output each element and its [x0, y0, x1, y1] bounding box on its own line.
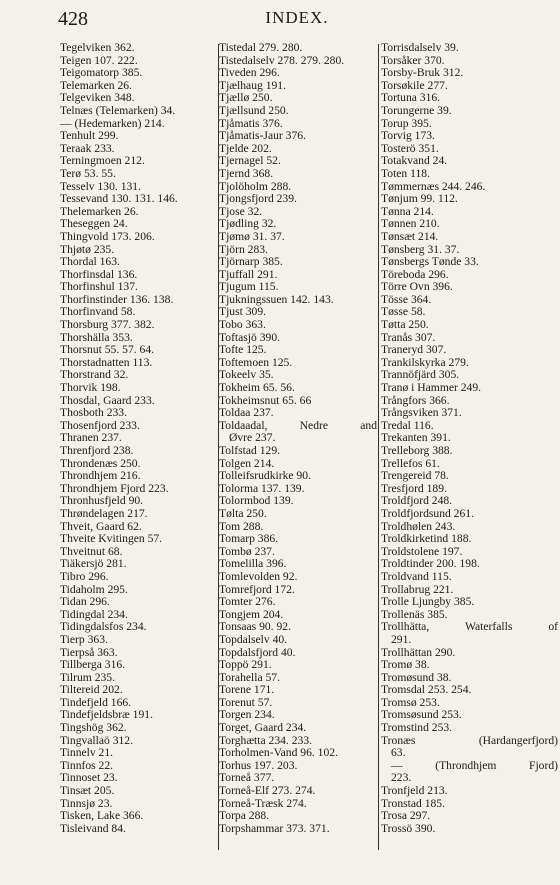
index-entry: Tønna 214. [381, 205, 434, 218]
index-entry: Tingshög 362. [60, 722, 127, 735]
index-entry: Tibro 296. [60, 570, 109, 583]
index-entry: Thelemarken 26. [60, 205, 139, 218]
index-entry: Tronfjeld 213. [381, 785, 448, 798]
index-entry: Toldaa 237. [219, 407, 274, 420]
index-entry: Trollabrug 221. [381, 583, 454, 596]
index-entry: Thveit, Gaard 62. [60, 520, 142, 533]
index-entry: Tofte 125. [219, 344, 267, 357]
index-entry: Tjællsund 250. [219, 104, 289, 117]
index-entry: Tombø 237. [219, 545, 275, 558]
index-entry: Tjuffall 291. [219, 268, 278, 281]
index-entry: Toftemoen 125. [219, 356, 293, 369]
index-entry: Torghætta 234. 233. [219, 734, 313, 747]
index-entry: Traneryd 307. [381, 344, 447, 357]
index-entry: Tom 288. [219, 520, 264, 533]
index-entry: Torvig 173. [381, 130, 435, 143]
index-entry: Tiltereid 202. [60, 684, 123, 697]
index-entry: Tingvallaö 312. [60, 734, 134, 747]
index-entry: Thorstrand 32. [60, 369, 129, 382]
index-entry: Tønsæt 214. [381, 230, 439, 243]
index-entry: Thrøndelagen 217. [60, 507, 148, 520]
index-entry: Tresfjord 189. [381, 482, 447, 495]
index-entry: Tinnelv 21. [60, 747, 114, 760]
index-entry: Torpshammar 373. 371. [219, 822, 330, 835]
index-entry: Tomarp 386. [219, 533, 279, 546]
index-entry: Torene 171. [219, 684, 275, 697]
index-entry: Tisken, Lake 366. [60, 810, 144, 823]
index-entry: Tjolöholm 288. [219, 180, 292, 193]
index-entry: Thorfinstinder 136. 138. [60, 293, 174, 306]
index-entry: Thordal 163. [60, 256, 120, 269]
index-entry: Tolleifsrudkirke 90. [219, 470, 311, 483]
index-entry: Throndhjem 216. [60, 470, 141, 483]
index-entry: Trollhättan 290. [381, 646, 456, 659]
index-entry: Tinsæt 205. [60, 785, 115, 798]
index-entry: Torsby-Bruk 312. [381, 67, 464, 80]
index-entry: Tindefjeld 166. [60, 696, 132, 709]
index-entry: Teraak 233. [60, 142, 115, 155]
index-entry: Tjællø 250. [219, 92, 273, 105]
page-header [58, 8, 536, 34]
index-entry: Toldaadal, Nedre and [219, 419, 377, 432]
index-entry: Thorfinsdal 136. [60, 268, 138, 281]
index-entry: Tinnoset 23. [60, 772, 118, 785]
index-entry: Tredal 116. [381, 419, 434, 432]
index-entry: Tolgen 214. [219, 457, 275, 470]
index-entry: Tønsberg 31. 37. [381, 243, 460, 256]
index-entry: Tobo 363. [219, 319, 266, 332]
column-divider [378, 44, 379, 850]
index-entry: Tortuna 316. [381, 92, 441, 105]
index-entry: Tidingdalsfos 234. [60, 621, 147, 634]
index-entry: Torenut 57. [219, 696, 273, 709]
index-entry: Trellefos 61. [381, 457, 440, 470]
index-entry: Terø 53. 55. [60, 167, 116, 180]
index-entry: Tønnen 210. [381, 218, 440, 231]
index-entry: Troldtinder 200. 198. [381, 558, 480, 571]
index-entry: Tjømø 31. 37. [219, 230, 285, 243]
index-entry: Torneå-Elf 273. 274. [219, 785, 316, 798]
index-entry: 63. [391, 747, 406, 760]
index-entry: Trengereid 78. [381, 470, 449, 483]
index-entry: Tolfstad 129. [219, 445, 281, 457]
index-entry: Thosdal, Gaard 233. [60, 394, 155, 407]
index-entry: Torahella 57. [219, 671, 280, 684]
index-entry: Trolle Ljungby 385. [381, 596, 475, 609]
index-entry: Tranås 307. [381, 331, 436, 344]
index-entry: — (Hedemarken) 214. [60, 117, 165, 130]
index-entry: Thorstadnatten 113. [60, 356, 153, 369]
index-entry: Tistedal 279. 280. [219, 42, 303, 54]
index-entry: Tjernd 368. [219, 167, 274, 180]
index-entry: Teigen 107. 222. [60, 54, 138, 67]
index-entry: Törre Ovn 396. [381, 281, 453, 294]
index-entry: Tøsse 58. [381, 306, 426, 319]
index-entry: Toten 118. [381, 167, 430, 180]
index-entry: Torget, Gaard 234. [219, 722, 307, 735]
index-entry: Tjælhaug 191. [219, 79, 286, 92]
index-entry: Tierpså 363. [60, 646, 118, 659]
index-entry: Troldfjordsund 261. [381, 507, 474, 520]
index-entry: Tokheimsnut 65. 66 [219, 394, 312, 407]
index-entry: Tiäkersjö 281. [60, 558, 127, 571]
index-entry: Trollhätta, Waterfalls of [381, 621, 558, 634]
index-entry: Tindefjeldsbræ 191. [60, 709, 153, 722]
index-entry: Tongjem 204. [219, 608, 284, 621]
index-entry: Tomelilla 396. [219, 558, 287, 571]
index-entry: Tønjum 99. 112. [381, 193, 458, 206]
index-entry: Tessevand 130. 131. 146. [60, 193, 178, 206]
index-entry: Throndhjem Fjord 223. [60, 482, 169, 495]
index-entry: Thorvik 198. [60, 382, 121, 395]
index-entry: Theseggen 24. [60, 218, 128, 231]
index-entry: Tronæs (Hardangerfjord) [381, 734, 558, 747]
index-entry: Tjåmatis-Jaur 376. [219, 130, 306, 143]
index-entry: Tosterö 351. [381, 142, 439, 155]
index-entry: Tinnsjø 23. [60, 797, 113, 810]
index-entry: Troldstolene 197. [381, 545, 463, 558]
index-entry: Tømmernæs 244. 246. [381, 180, 486, 193]
index-entry: Tonsaas 90. 92. [219, 621, 291, 634]
index-entry: Tjörnarp 385. [219, 256, 283, 269]
index-entry: Troldfjord 248. [381, 495, 453, 508]
index-entry: Telnæs (Telemarken) 34. [60, 104, 176, 117]
index-entry: Tønsbergs Tønde 33. [381, 256, 479, 269]
index-entry: Trollenäs 385. [381, 608, 448, 621]
index-entry: Thosboth 233. [60, 407, 127, 420]
index-entry: Trelleborg 388. [381, 445, 453, 457]
index-entry: Torholmen-Vand 96. 102. [219, 747, 338, 760]
index-entry: Troldhølen 243. [381, 520, 456, 533]
index-entry: Tidan 296. [60, 596, 110, 609]
index-entry: Thingvold 173. 206. [60, 230, 155, 243]
index-entry: Terningmoen 212. [60, 155, 145, 168]
index-entry: Tokeelv 35. [219, 369, 274, 382]
index-column-2 [219, 42, 377, 880]
index-entry: Tomter 276. [219, 596, 276, 609]
index-entry: Thronhusfjeld 90. [60, 495, 144, 508]
index-column-3 [381, 42, 558, 880]
index-entry: Threnfjord 238. [60, 445, 134, 457]
index-entry: Tolormbod 139. [219, 495, 294, 508]
index-entry: Tolorma 137. 139. [219, 482, 305, 495]
index-entry: Totakvand 24. [381, 155, 448, 168]
index-entry: Tilrum 235. [60, 671, 115, 684]
index-entry: Tomrefjord 172. [219, 583, 295, 596]
index-entry: Thorfinshul 137. [60, 281, 138, 294]
index-entry: Toppö 291. [219, 659, 272, 672]
index-entry: Thorsnut 55. 57. 64. [60, 344, 155, 357]
index-entry: Trångfors 366. [381, 394, 450, 407]
index-entry: Trosa 297. [381, 810, 431, 823]
index-entry: Troldkirketind 188. [381, 533, 472, 546]
index-entry: Tokheim 65. 56. [219, 382, 295, 395]
index-entry: Torneå-Træsk 274. [219, 797, 307, 810]
index-entry: Tjødling 32. [219, 218, 277, 231]
index-entry: Topdalsfjord 40. [219, 646, 296, 659]
index-entry: Tjåmatis 376. [219, 117, 283, 130]
index-entry: Tösse 364. [381, 293, 432, 306]
index-entry: Tromø 38. [381, 659, 430, 672]
index-entry: Thveite Kvitingen 57. [60, 533, 163, 546]
index-entry: Tjongsfjord 239. [219, 193, 297, 206]
index-entry: Töreboda 296. [381, 268, 449, 281]
index-entry: Tinnfos 22. [60, 759, 114, 772]
index-entry: Torneå 377. [219, 772, 275, 785]
index-entry: Tistedalselv 278. 279. 280. [219, 54, 345, 67]
index-entry: Telgeviken 348. [60, 92, 135, 105]
index-entry: Tjörn 283. [219, 243, 268, 256]
index-entry: Tisleivand 84. [60, 822, 126, 835]
index-entry: Tegelviken 362. [60, 42, 135, 54]
index-entry: Torungerne 39. [381, 104, 452, 117]
index-entry: Tidingdal 234. [60, 608, 128, 621]
index-entry: Tøtta 250. [381, 319, 429, 332]
index-entry: Tjust 309. [219, 306, 267, 319]
page-title: INDEX. [265, 8, 329, 27]
index-entry: Tenhult 299. [60, 130, 119, 143]
index-entry: Tromstind 253. [381, 722, 453, 735]
index-entry: Trannöfjärd 305. [381, 369, 460, 382]
index-entry: Thjøtø 235. [60, 243, 115, 256]
index-entry: Torhus 197. 203. [219, 759, 298, 772]
index-entry: Tromsdal 253. 254. [381, 684, 472, 697]
index-entry: Toftasjö 390. [219, 331, 281, 344]
index-entry: Tjose 32. [219, 205, 263, 218]
index-entry: Thranen 237. [60, 432, 122, 445]
index-entry: Trångsviken 371. [381, 407, 462, 420]
index-entry: Torgen 234. [219, 709, 275, 722]
index-entry: Thorfinvand 58. [60, 306, 136, 319]
index-entry: Torpa 288. [219, 810, 270, 823]
index-entry: Torsøkile 277. [381, 79, 448, 92]
index-entry: Torup 395. [381, 117, 432, 130]
index-entry: Trossö 390. [381, 822, 436, 835]
index-entry: Tomlevolden 92. [219, 570, 298, 583]
index-entry: Tjukningssuen 142. 143. [219, 293, 334, 306]
index-entry: Tølta 250. [219, 507, 267, 520]
index-entry: Topdalselv 40. [219, 633, 288, 646]
index-entry: Troldvand 115. [381, 570, 452, 583]
index-entry: Torrisdalselv 39. [381, 42, 459, 54]
index-entry: Tillberga 316. [60, 659, 126, 672]
index-entry: Telemarken 26. [60, 79, 132, 92]
index-entry: Tesselv 130. 131. [60, 180, 141, 193]
page-number: 428 [58, 8, 88, 30]
index-entry: Tromøsund 38. [381, 671, 452, 684]
index-entry: Trankilskyrka 279. [381, 356, 469, 369]
index-entry: Thorsburg 377. 382. [60, 319, 155, 332]
index-entry: Trekanten 391. [381, 432, 451, 445]
index-columns [60, 42, 558, 880]
index-entry: Tromsø 253. [381, 696, 440, 709]
index-entry: 291. [391, 633, 412, 646]
index-entry: Tjelde 202. [219, 142, 272, 155]
index-column-1 [60, 42, 217, 880]
index-entry: Thorshälla 353. [60, 331, 133, 344]
index-entry: Tjugum 115. [219, 281, 279, 294]
index-entry: Tiveden 296. [219, 67, 280, 80]
index-entry: Tranø i Hammer 249. [381, 382, 482, 395]
index-entry: Throndenæs 250. [60, 457, 141, 470]
index-entry: Torsåker 370. [381, 54, 445, 67]
index-entry: Teigomatorp 385. [60, 67, 143, 80]
index-entry: Thveitnut 68. [60, 545, 123, 558]
index-entry: Tronstad 185. [381, 797, 445, 810]
index-entry: Tjernagel 52. [219, 155, 281, 168]
index-entry: Øvre 237. [229, 432, 276, 445]
index-entry: Tromsøsund 253. [381, 709, 462, 722]
index-entry: — (Throndhjem Fjord) [391, 759, 558, 772]
index-entry: Tidaholm 295. [60, 583, 128, 596]
index-entry: Thosenfjord 233. [60, 419, 140, 432]
index-entry: Tierp 363. [60, 633, 108, 646]
index-entry: 223. [391, 772, 412, 785]
